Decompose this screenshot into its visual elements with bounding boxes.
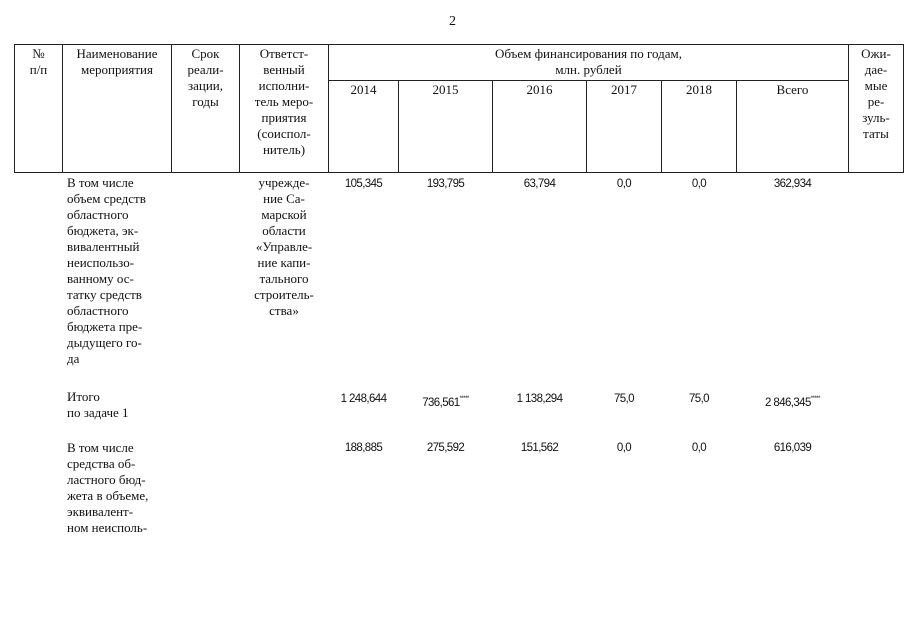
- row1-value-2018: 0,0: [691, 178, 707, 190]
- row3-value-2017: 0,0: [616, 442, 632, 454]
- row1-value-2014: 105,345: [344, 178, 383, 190]
- header-year-2018: 2018: [686, 82, 712, 97]
- row3-value-2016: 151,562: [520, 442, 559, 454]
- row2-value-2017: 75,0: [614, 393, 634, 405]
- row1-value-2016: 63,794: [523, 178, 556, 190]
- header-year-2017: 2017: [611, 82, 637, 97]
- row1-value-2015: 193,795: [426, 178, 465, 190]
- row2-name: Итого по задаче 1: [67, 389, 129, 420]
- header-name: Наименование мероприятия: [76, 46, 158, 77]
- years-divider: [328, 80, 848, 81]
- footnote-mark: *****: [810, 396, 820, 402]
- header-year-2014: 2014: [350, 82, 377, 97]
- header-term: Срок реали- зации, годы: [187, 46, 224, 109]
- row2-value-2015: 736,561: [422, 397, 460, 409]
- header-year-2016: 2016: [526, 82, 553, 97]
- col-border: [903, 44, 904, 173]
- footnote-mark: *****: [459, 396, 469, 402]
- header-year-2015: 2015: [432, 82, 459, 97]
- header-total: Всего: [776, 82, 809, 97]
- row2-value-2015-wrap: [399, 391, 492, 411]
- row1-name: В том числе объем средств областного бюджета, эк- вивалентный неиспользо- ванному ос- татку средств областного бюджета пре- дыдущего го- да: [67, 175, 146, 366]
- table-top-border: [14, 44, 904, 45]
- row2-value-2016: 1 138,294: [516, 393, 563, 405]
- row2-value-total: 2 846,345: [765, 397, 811, 409]
- row2-value-2018: 75,0: [689, 393, 709, 405]
- row3-name: В том числе средства об- ластного бюд- жета в объеме, эквивалент- ном неисполь-: [67, 440, 149, 535]
- row1-value-2017: 0,0: [616, 178, 632, 190]
- row2-value-total-wrap: [737, 391, 848, 411]
- row3-value-total: 616,039: [773, 442, 812, 454]
- row2-value-2014: 1 248,644: [340, 393, 387, 405]
- row1-responsible: учрежде- ние Са- марской области «Управле- ние капи- тального строитель- ства»: [254, 175, 314, 318]
- row3-value-2014: 188,885: [344, 442, 383, 454]
- row3-value-2018: 0,0: [691, 442, 707, 454]
- row3-value-2015: 275,592: [426, 442, 465, 454]
- header-results: Ожи- дае- мые ре- зуль- таты: [861, 46, 891, 141]
- header-bottom-border: [14, 172, 904, 173]
- row1-value-total: 362,934: [773, 178, 812, 190]
- header-no: № п/п: [29, 46, 48, 77]
- page-number: 2: [449, 14, 456, 29]
- header-responsible: Ответст- венный исполни- тель меро- приятия (соиспол- нитель): [254, 46, 314, 157]
- header-financing: Объем финансирования по годам, млн. рублей: [494, 46, 683, 77]
